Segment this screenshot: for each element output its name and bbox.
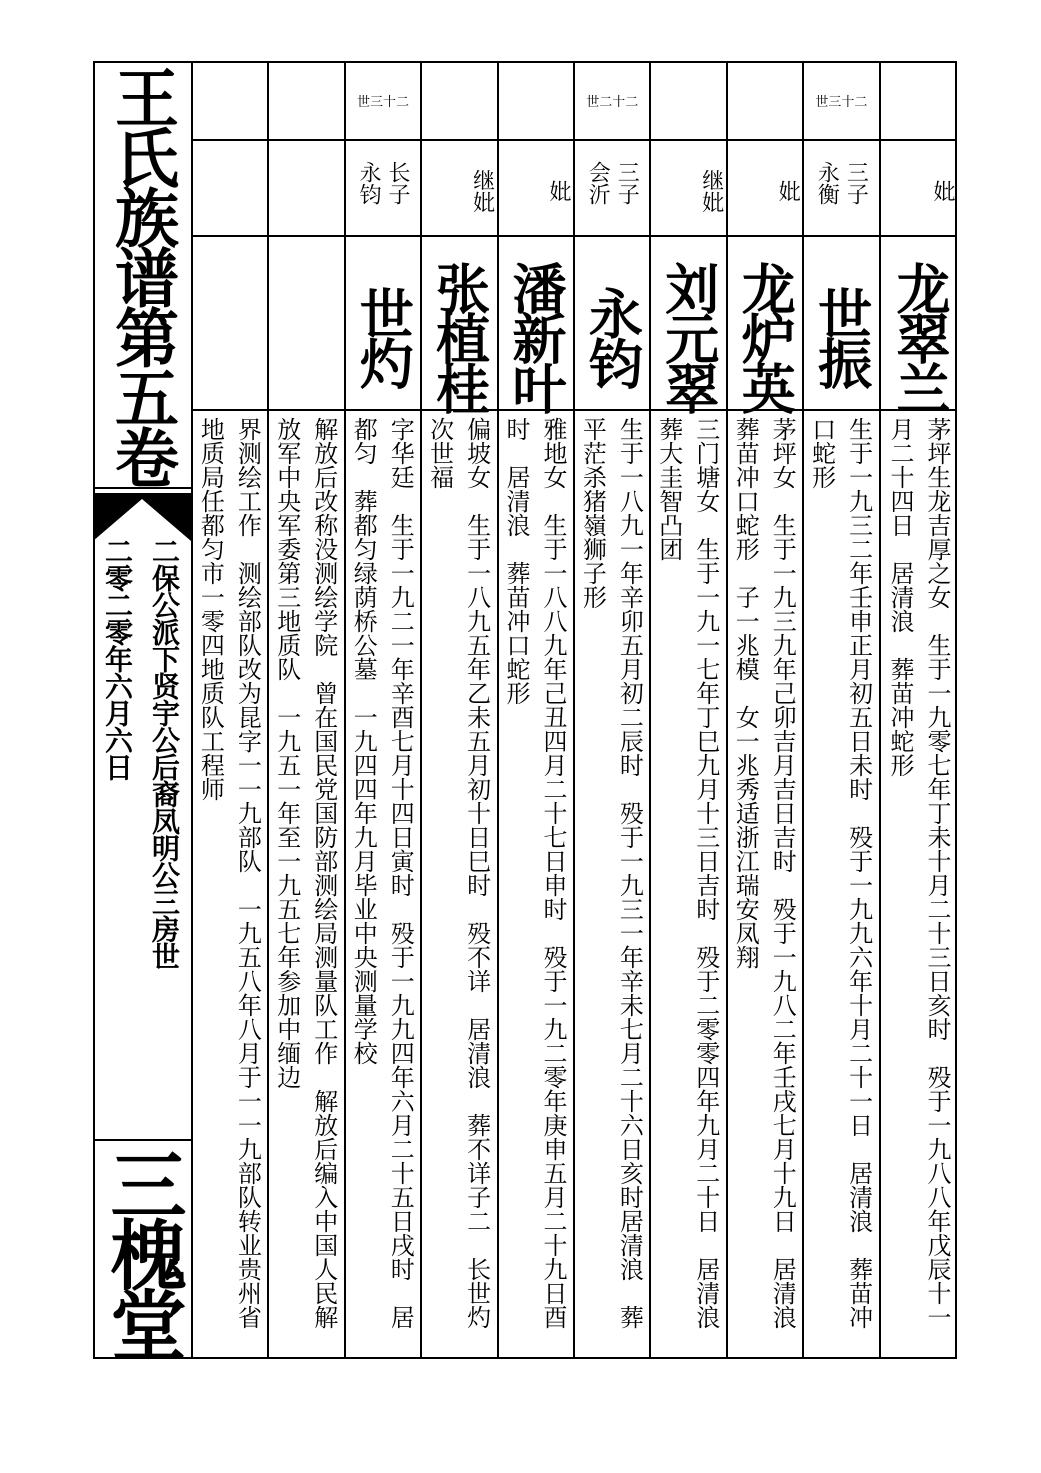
entry-column	[881, 61, 957, 1359]
biography-text: 偏坡女 生于一八九五年乙未五月初十日巳时 殁不详 居清浪 葬不详子二 长世灼 次世福	[425, 417, 491, 1353]
entry-column	[422, 61, 498, 1359]
relation-label	[269, 161, 343, 221]
entry-column	[804, 61, 880, 1359]
biography-text: 界测绘工作 测绘部队改为昆字一一九部队 一九五八年八月于一一九部队转业贵州省地质局任都匀市一零四地质队工程师	[196, 417, 262, 1329]
biography-text: 解放后改称没测绘学院 曾在国民党国防部测绘局测量队工作 解放后编入中国人民解放军中央军委第三地质队 一九五一年至一九五七年参加中缅边	[272, 417, 338, 1329]
biography-text: 生于一八九一年辛卯五月初二辰时 殁于一九三一年辛未七月二十六日亥时居清浪 葬平茫杀猪嶺狮子形	[578, 417, 644, 1329]
biography-text: 茅坪生龙吉厚之女 生于一九零七年丁未十月二十三日亥时 殁于一九八八年戊辰十一月二十四日 居清浪 葬苗冲蛇形	[885, 417, 951, 1329]
person-name	[193, 251, 267, 421]
entry-column	[575, 61, 651, 1359]
person-name: 世振	[809, 286, 874, 386]
biography-text: 茅坪女 生于一九三九年己卯吉月吉日吉时 殁于一九八二年壬戌七月十九日 居清浪 葬苗冲口蛇形 子一兆模 女一兆秀适浙江瑞安凤翔	[731, 417, 797, 1353]
biography-text: 字华廷 生于一九二一年辛酉七月十四日寅时 殁于一九九四年六月二十五日戌时 居都匀 葬都匀绿荫桥公墓 一九四四年九月毕业中央测量学校	[349, 417, 415, 1329]
biography-text: 生于一九三二年壬申正月初五日未时 殁于一九九六年十月二十一日 居清浪 葬苗冲口蛇形	[807, 417, 873, 1329]
person-name: 世灼	[351, 286, 416, 386]
generation-label: 世三十二	[815, 95, 868, 110]
spine-divider	[93, 1139, 191, 1141]
relation-label: 妣	[545, 180, 571, 202]
generation-label: 世三十二	[356, 95, 409, 110]
entry-column	[269, 61, 345, 1359]
entry-column	[499, 61, 575, 1359]
relation-label-part: 三子	[843, 161, 869, 205]
relation-label: 妣	[929, 180, 955, 202]
relation-label	[193, 161, 267, 221]
person-name: 龙翠兰	[887, 261, 952, 411]
lineage-caption: 二保公派下贤宇公后裔凤明公三房世	[148, 537, 181, 969]
person-name	[269, 251, 343, 421]
relation-label: 妣	[775, 180, 801, 202]
person-name: 张植桂	[427, 261, 492, 411]
spine-divider	[93, 487, 191, 489]
biography-text: 雅地女 生于一八八九年己丑四月二十七日申时 殁于一九二零年庚申五月二十九日酉时 居清浪 葬苗冲口蛇形	[501, 417, 567, 1329]
biography-text: 三门塘女 生于一九一七年丁巳九月十三日吉时 殁于二零零四年九月二十日 居清浪 葬大圭智凸团	[654, 417, 720, 1353]
relation-label-part: 永钧	[355, 161, 381, 205]
entry-column	[193, 61, 269, 1359]
compile-date: 二零二零年六月六日	[101, 537, 134, 780]
relation-label-part: 永衡	[814, 161, 840, 205]
relation-label-part: 会沂	[585, 161, 611, 205]
relation-label-part: 三子	[614, 161, 640, 205]
relation-label: 继妣	[698, 169, 724, 213]
person-name: 潘新叶	[503, 261, 568, 411]
relation-label-part: 长子	[384, 161, 410, 205]
generation-label: 世二十二	[586, 95, 639, 110]
entry-column	[651, 61, 727, 1359]
relation-label	[575, 161, 649, 221]
relation-label: 继妣	[469, 169, 495, 213]
fishtail-mark-icon	[93, 493, 191, 541]
spine-panel	[93, 61, 193, 1359]
relation-label	[346, 161, 420, 221]
person-name: 刘元翠	[656, 261, 721, 411]
entry-column	[346, 61, 422, 1359]
book-title: 王氏族谱第五卷	[104, 65, 179, 485]
relation-label	[804, 161, 878, 221]
entry-column	[728, 61, 804, 1359]
person-name: 龙炉英	[733, 261, 798, 411]
hall-name: 三槐堂	[98, 1146, 187, 1356]
person-name: 永钧	[580, 286, 645, 386]
